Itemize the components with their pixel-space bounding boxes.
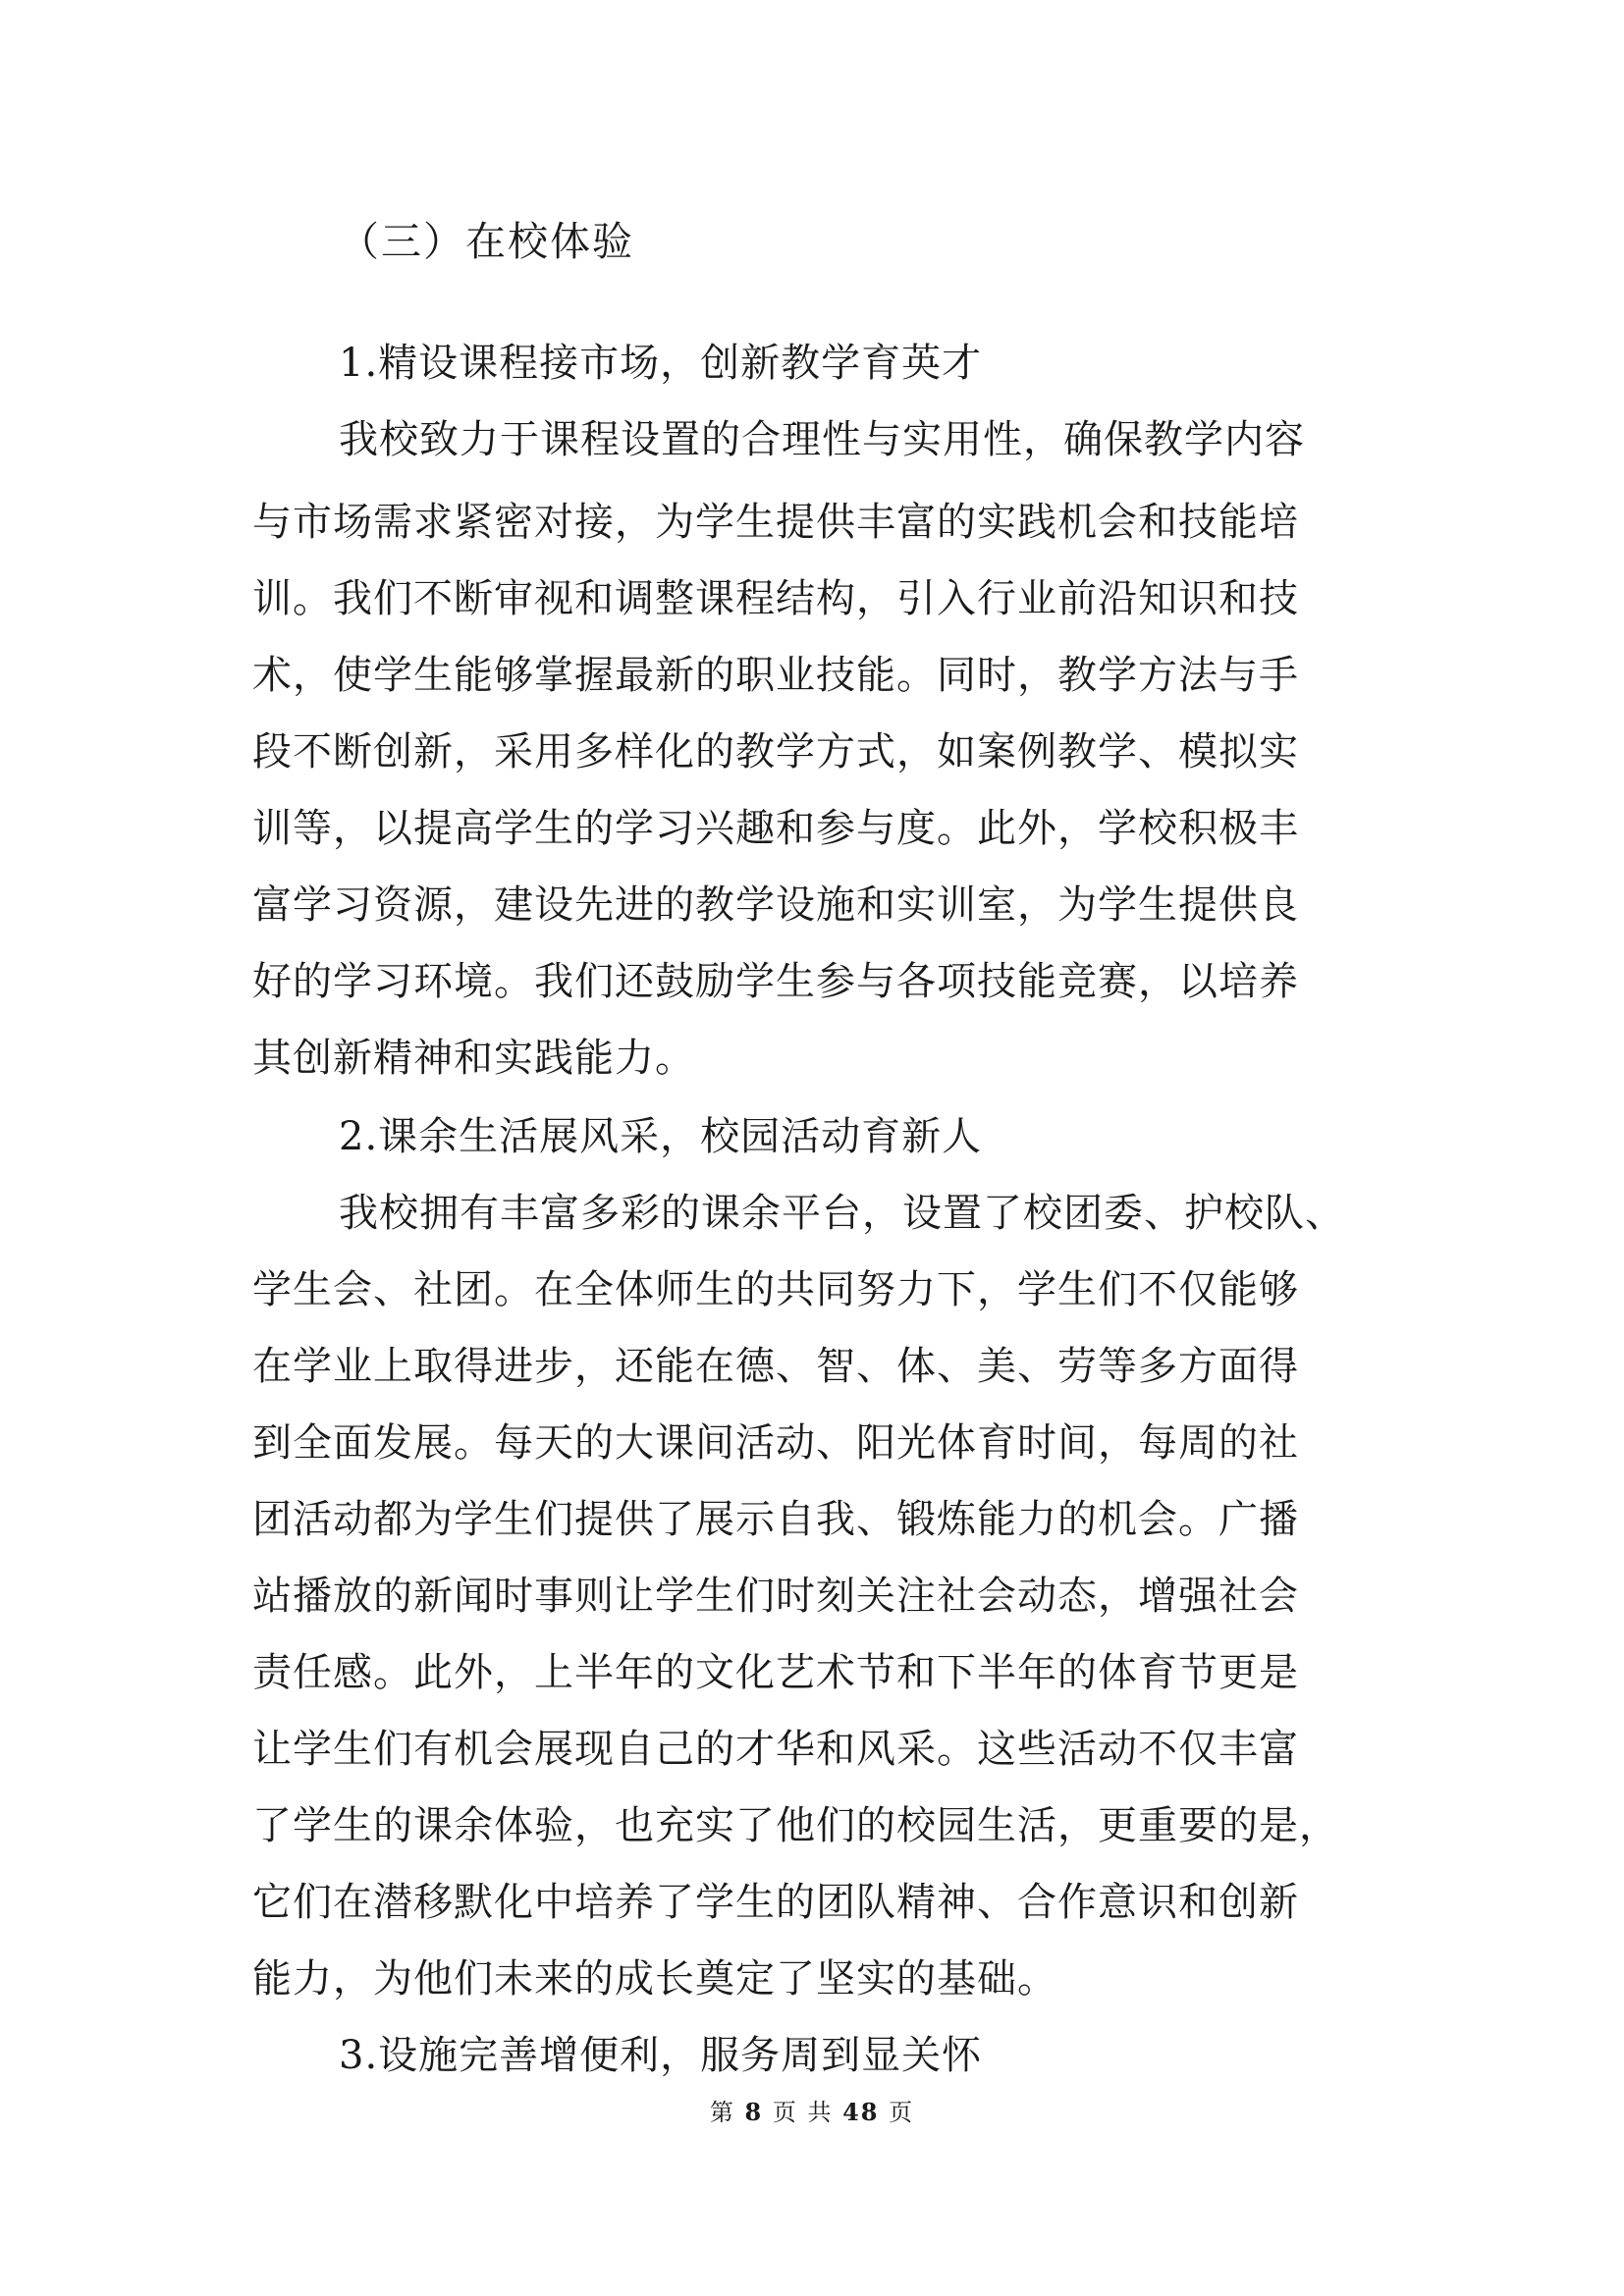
paragraph-1-line-3: 训。我们不断审视和调整课程结构，引入行业前沿知识和技 <box>252 576 1299 621</box>
footer-total-pages: 48 <box>842 2098 880 2126</box>
subsection-heading-1: 1.精设课程接市场，创新教学育英才 <box>339 341 983 386</box>
paragraph-1-line-1: 我校致力于课程设置的合理性与实用性，确保教学内容 <box>339 417 1305 462</box>
paragraph-2-line-7: 责任感。此外，上半年的文化艺术节和下半年的体育节更是 <box>252 1650 1299 1695</box>
paragraph-2-line-8: 让学生们有机会展现自己的才华和风采。这些活动不仅丰富 <box>252 1727 1299 1772</box>
subsection-heading-3: 3.设施完善增便利，服务周到显关怀 <box>339 2033 983 2078</box>
paragraph-2-line-2: 学生会、社团。在全体师生的共同努力下，学生们不仅能够 <box>252 1267 1299 1312</box>
paragraph-2-line-11: 能力，为他们未来的成长奠定了坚实的基础。 <box>252 1956 1057 2002</box>
paragraph-2-line-4: 到全面发展。每天的大课间活动、阳光体育时间，每周的社 <box>252 1420 1299 1466</box>
section-heading: （三）在校体验 <box>339 218 634 265</box>
paragraph-1-line-7: 富学习资源，建设先进的教学设施和实训室，为学生提供良 <box>252 882 1299 928</box>
footer-middle: 页 共 <box>772 2099 834 2126</box>
paragraph-1-line-2: 与市场需求紧密对接，为学生提供丰富的实践机会和技能培 <box>252 500 1299 545</box>
paragraph-2-line-1: 我校拥有丰富多彩的课余平台，设置了校团委、护校队、 <box>339 1191 1345 1236</box>
footer-suffix: 页 <box>889 2099 915 2126</box>
paragraph-1-line-5: 段不断创新，采用多样化的教学方式，如案例教学、模拟实 <box>252 729 1299 774</box>
paragraph-2-line-10: 它们在潜移默化中培养了学生的团队精神、合作意识和创新 <box>252 1880 1299 1925</box>
paragraph-2-line-5: 团活动都为学生们提供了展示自我、锻炼能力的机会。广播 <box>252 1497 1299 1542</box>
paragraph-2-line-6: 站播放的新闻时事则让学生们时刻关注社会动态，增强社会 <box>252 1574 1299 1619</box>
paragraph-2-line-3: 在学业上取得进步，还能在德、智、体、美、劳等多方面得 <box>252 1344 1299 1389</box>
footer-page-number: 8 <box>744 2098 764 2126</box>
paragraph-1-line-9: 其创新精神和实践能力。 <box>252 1036 695 1081</box>
page-footer <box>0 2098 1624 2127</box>
footer-prefix: 第 <box>709 2099 735 2126</box>
paragraph-1-line-4: 术，使学生能够掌握最新的职业技能。同时，教学方法与手 <box>252 653 1299 698</box>
paragraph-1-line-6: 训等，以提高学生的学习兴趣和参与度。此外，学校积极丰 <box>252 806 1299 851</box>
paragraph-1-line-8: 好的学习环境。我们还鼓励学生参与各项技能竞赛，以培养 <box>252 959 1299 1004</box>
paragraph-2-line-9: 了学生的课余体验，也充实了他们的校园生活，更重要的是， <box>252 1803 1339 1848</box>
subsection-heading-2: 2.课余生活展风采，校园活动育新人 <box>339 1114 983 1159</box>
